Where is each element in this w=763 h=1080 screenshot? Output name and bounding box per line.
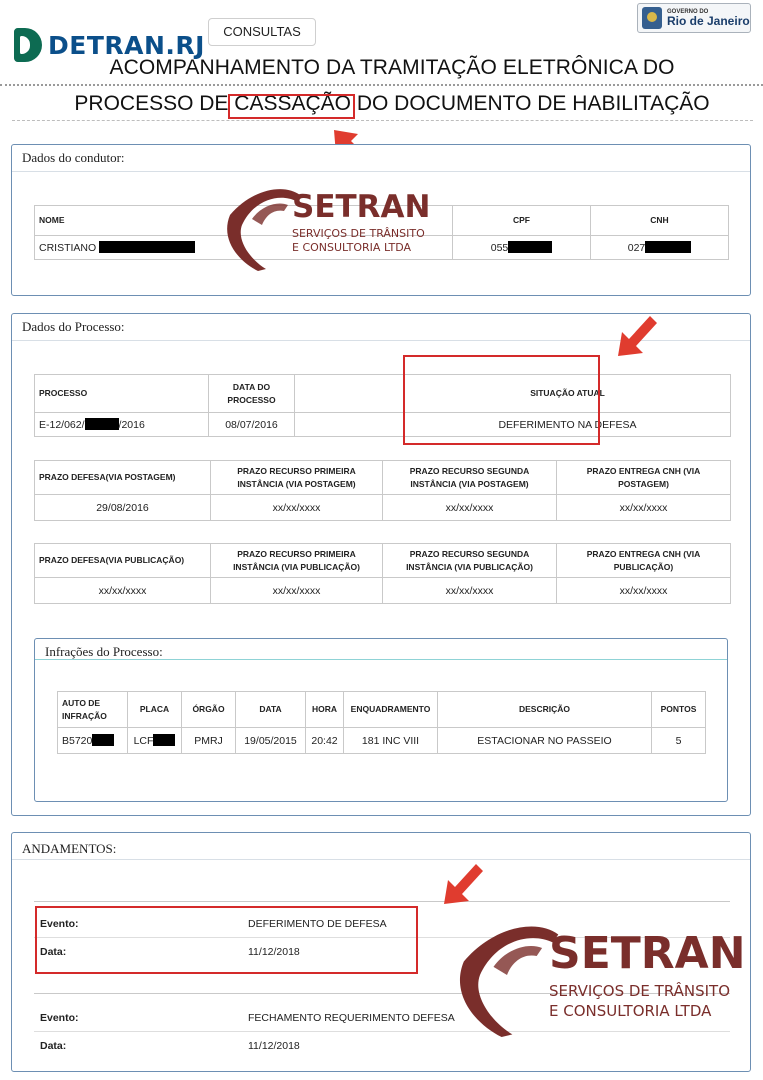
cnh-cell <box>591 236 729 260</box>
redaction <box>92 734 114 746</box>
orgao-cell: PMRJ <box>182 728 236 754</box>
panel-divider <box>12 859 750 860</box>
andamento-highlight-box <box>35 906 418 974</box>
header-prazo-recurso2-postagem: PRAZO RECURSO SEGUNDA INSTÂNCIA (VIA POSTAGEM) <box>383 461 557 495</box>
title-line2-before: PROCESSO DE <box>74 92 235 115</box>
placa-value: LCF <box>133 735 154 747</box>
header-nome: NOME <box>35 206 453 236</box>
title-divider <box>12 120 753 121</box>
auto-value: B5720 <box>62 735 93 747</box>
road-logo-icon <box>222 185 302 271</box>
header-auto: AUTO DE INFRAÇÃO <box>58 692 128 728</box>
setran-watermark <box>453 918 746 1040</box>
andamentos-panel-title: ANDAMENTOS: <box>22 841 117 856</box>
header-prazo-recurso1-postagem: PRAZO RECURSO PRIMEIRA INSTÂNCIA (VIA POSTAGEM) <box>211 461 383 495</box>
consultas-button[interactable]: CONSULTAS <box>208 18 316 46</box>
situacao-highlight-box <box>403 355 600 445</box>
header-prazo-recurso1-publicacao: PRAZO RECURSO PRIMEIRA INSTÂNCIA (VIA PUBLICAÇÃO) <box>211 544 383 578</box>
processo-panel-title: Dados do Processo: <box>22 319 125 334</box>
header-processo: PROCESSO <box>35 375 209 413</box>
nome-value: CRISTIANO <box>39 242 97 254</box>
auto-cell <box>58 728 128 754</box>
redaction <box>508 241 552 253</box>
header-empty <box>295 375 405 413</box>
prazo-recurso2-publicacao-cell: xx/xx/xxxx <box>383 578 557 604</box>
header-prazo-recurso2-publicacao: PRAZO RECURSO SEGUNDA INSTÂNCIA (VIA PUBLICAÇÃO) <box>383 544 557 578</box>
header-orgao: ÓRGÃO <box>182 692 236 728</box>
data-cell: 19/05/2015 <box>236 728 306 754</box>
empty-cell <box>295 413 405 437</box>
prazo-recurso1-publicacao-cell: xx/xx/xxxx <box>211 578 383 604</box>
setran-line1: SERVIÇOS DE TRÂNSITO <box>292 227 425 240</box>
header-prazo-defesa-publicacao: PRAZO DEFESA(VIA PUBLICAÇÃO) <box>35 544 211 578</box>
placa-cell <box>128 728 182 754</box>
redaction <box>645 241 691 253</box>
prazo-recurso1-postagem-cell: xx/xx/xxxx <box>211 495 383 521</box>
header-situacao: SITUAÇÃO ATUAL <box>405 375 731 413</box>
header-hora: HORA <box>306 692 344 728</box>
panel-divider <box>35 659 727 660</box>
redaction <box>85 418 119 430</box>
header-prazo-cnh-postagem: PRAZO ENTREGA CNH (VIA POSTAGEM) <box>557 461 731 495</box>
road-logo-icon <box>453 918 561 1040</box>
page-title-line2 <box>0 92 763 116</box>
prazo-defesa-publicacao-cell: xx/xx/xxxx <box>35 578 211 604</box>
data-value: 11/12/2018 <box>248 1040 300 1052</box>
data-value: 11/12/2018 <box>248 946 300 958</box>
prazo-cnh-publicacao-cell: xx/xx/xxxx <box>557 578 731 604</box>
red-arrow-icon <box>612 312 660 360</box>
evento-value: FECHAMENTO REQUERIMENTO DEFESA <box>248 1012 455 1024</box>
processo-panel <box>11 313 751 816</box>
cpf-value: 055 <box>490 242 509 254</box>
evento-label: Evento: <box>40 1012 79 1024</box>
processo-cell <box>35 413 209 437</box>
header-cnh: CNH <box>591 206 729 236</box>
cnh-value: 027 <box>627 242 646 254</box>
header-descricao: DESCRIÇÃO <box>438 692 652 728</box>
setran-line2: E CONSULTORIA LTDA <box>549 1002 712 1020</box>
gov-badge-line2: Rio de Janeiro <box>667 14 750 28</box>
header-prazo-cnh-publicacao: PRAZO ENTREGA CNH (VIA PUBLICAÇÃO) <box>557 544 731 578</box>
prazos-publicacao-table <box>34 543 731 604</box>
gov-badge-line1: GOVERNO DO <box>667 9 709 15</box>
detran-logo-text: DETRAN.RJ <box>48 30 205 60</box>
infracoes-table <box>57 691 706 754</box>
header-cpf: CPF <box>453 206 591 236</box>
situacao-cell: DEFERIMENTO NA DEFESA <box>405 413 731 437</box>
header-prazo-defesa-postagem: PRAZO DEFESA(VIA POSTAGEM) <box>35 461 211 495</box>
page-title-line1: ACOMPANHAMENTO DA TRAMITAÇÃO ELETRÔNICA DO <box>109 56 675 79</box>
infracoes-panel <box>34 638 728 802</box>
header-placa: PLACA <box>128 692 182 728</box>
descricao-cell: ESTACIONAR NO PASSEIO <box>438 728 652 754</box>
evento-label: Evento: <box>40 918 79 930</box>
prazo-defesa-postagem-cell: 29/08/2016 <box>35 495 211 521</box>
pontos-cell: 5 <box>652 728 706 754</box>
processo-prefix: E-12/062/ <box>39 419 85 431</box>
cpf-cell <box>453 236 591 260</box>
prazo-recurso2-postagem-cell: xx/xx/xxxx <box>383 495 557 521</box>
redaction <box>153 734 175 746</box>
header-enquadramento: ENQUADRAMENTO <box>344 692 438 728</box>
prazos-postagem-table <box>34 460 731 521</box>
cassacao-highlight-box <box>228 94 355 119</box>
hora-cell: 20:42 <box>306 728 344 754</box>
red-arrow-icon <box>438 860 486 908</box>
header-pontos: PONTOS <box>652 692 706 728</box>
evento-value: DEFERIMENTO DE DEFESA <box>248 918 387 930</box>
prazo-cnh-postagem-cell: xx/xx/xxxx <box>557 495 731 521</box>
processo-suffix: /2016 <box>118 419 145 431</box>
gov-rj-badge[interactable] <box>637 3 751 33</box>
redaction <box>99 241 195 253</box>
data-label: Data: <box>40 946 67 958</box>
table-row <box>58 728 706 754</box>
panel-divider <box>12 171 750 172</box>
data-label: Data: <box>40 1040 67 1052</box>
condutor-panel-title: Dados do condutor: <box>22 150 125 165</box>
setran-line2: E CONSULTORIA LTDA <box>292 241 412 254</box>
title-line2-after: DO DOCUMENTO DE HABILITAÇÃO <box>350 92 710 115</box>
header-data: DATA <box>236 692 306 728</box>
state-seal-icon <box>642 7 662 29</box>
setran-name: SETRAN <box>549 928 746 979</box>
header-divider <box>0 84 763 86</box>
setran-line1: SERVIÇOS DE TRÂNSITO <box>549 982 731 1000</box>
infracoes-panel-title: Infrações do Processo: <box>45 644 163 659</box>
setran-name: SETRAN <box>292 189 431 225</box>
header-data-processo: DATA DO PROCESSO <box>209 375 295 413</box>
processo-table <box>34 374 731 437</box>
setran-watermark <box>222 185 432 271</box>
title-cassacao: CASSAÇÃO <box>234 92 351 115</box>
enquadramento-cell: 181 INC VIII <box>344 728 438 754</box>
data-processo-cell: 08/07/2016 <box>209 413 295 437</box>
